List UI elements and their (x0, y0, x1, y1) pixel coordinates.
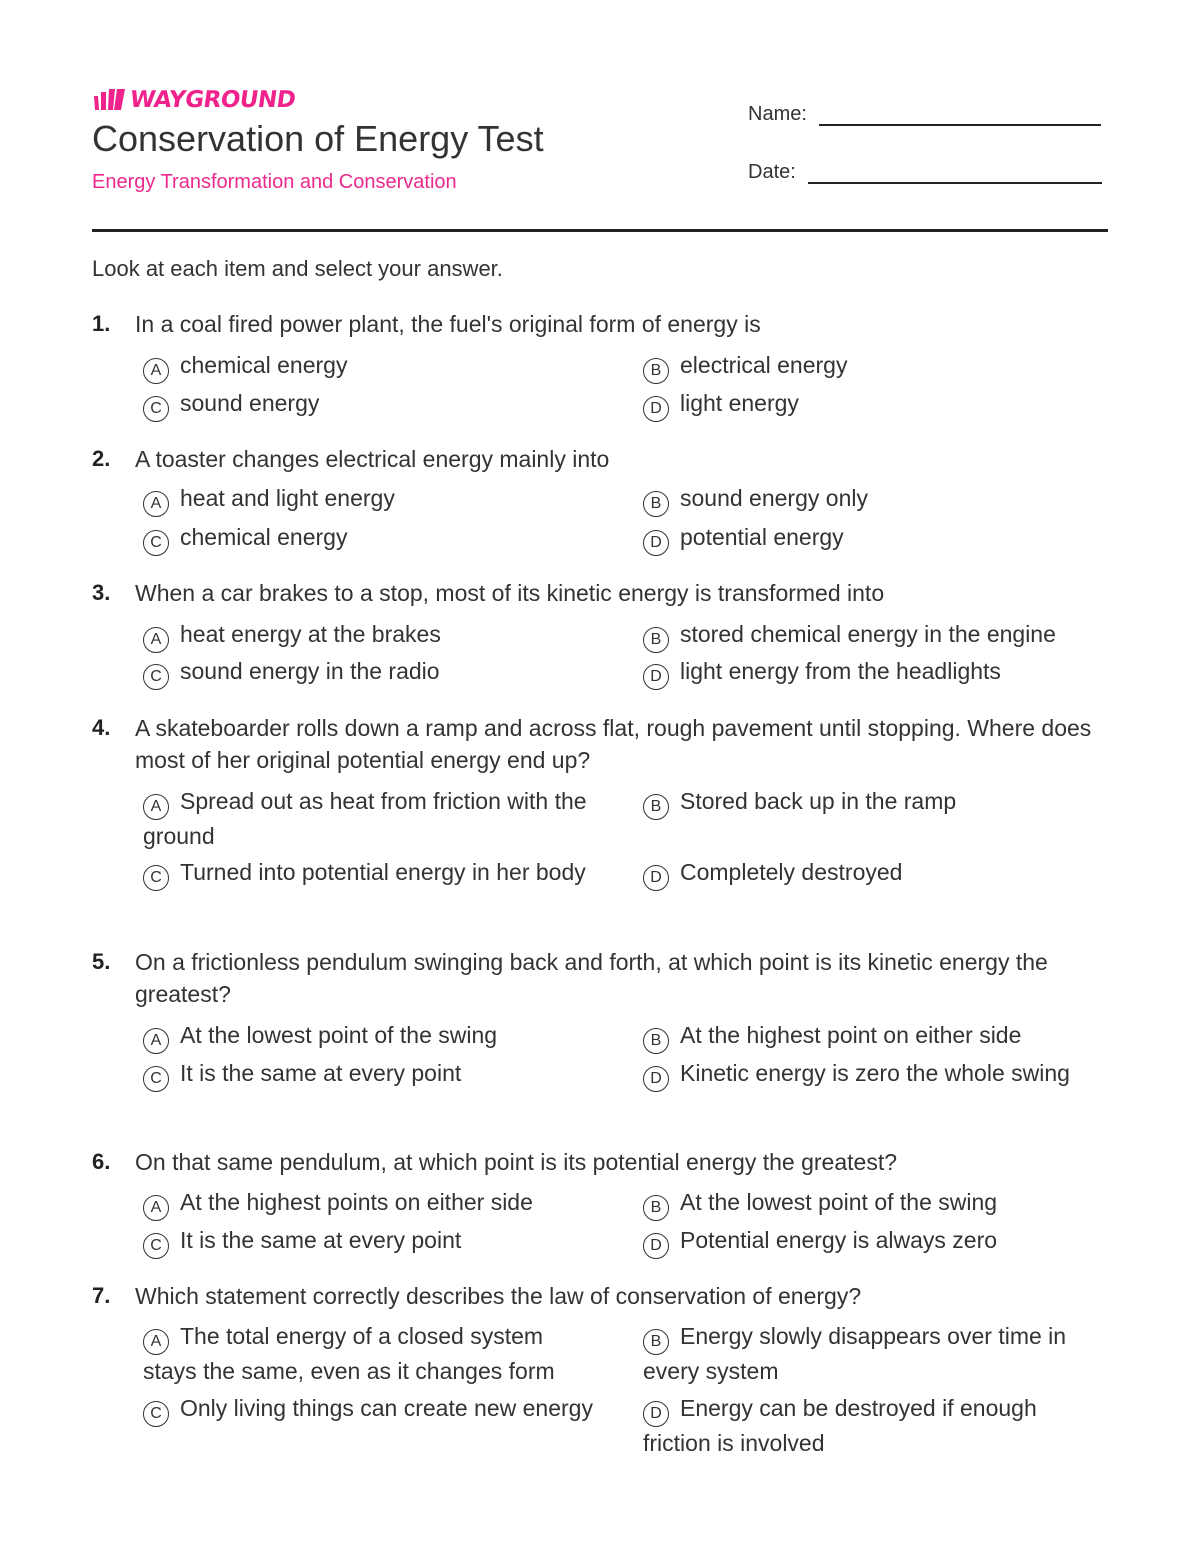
question-text: A toaster changes electrical energy mainly into (135, 446, 610, 472)
question-text: A skateboarder rolls down a ramp and across flat, rough pavement until stopping. Where does most of her original potential energy end up? (135, 715, 1092, 773)
question-6 (92, 1146, 1108, 1254)
option-text: stored chemical energy in the engine (680, 621, 1056, 647)
option-text: At the lowest point of the swing (680, 1189, 998, 1215)
option-text: Spread out as heat from friction with the ground (143, 788, 587, 849)
option-text: Turned into potential energy in her body (180, 859, 586, 885)
option-letter-badge: B (643, 1028, 669, 1054)
option-letter-badge: C (143, 1233, 169, 1259)
page-title: Conservation of Energy Test (92, 118, 544, 159)
question-number: 6. (92, 1149, 111, 1174)
option-a[interactable] (143, 482, 603, 517)
option-text: The total energy of a closed system stays the same, even as it changes form (143, 1323, 555, 1384)
question-text: Which statement correctly describes the law of conservation of energy? (135, 1283, 862, 1309)
option-text: It is the same at every point (180, 1227, 462, 1253)
option-letter-badge: A (143, 358, 169, 384)
option-letter-badge: D (643, 1233, 669, 1259)
option-text: At the highest point on either side (680, 1022, 1022, 1048)
question-text: When a car brakes to a stop, most of its kinetic energy is transformed into (135, 580, 885, 606)
wayground-logo-icon (92, 88, 126, 112)
question-3 (92, 577, 1108, 685)
option-text: sound energy in the radio (180, 658, 440, 684)
option-b[interactable] (643, 1320, 1103, 1388)
option-text: sound energy (180, 390, 320, 416)
option-text: Potential energy is always zero (680, 1227, 998, 1253)
option-text: At the lowest point of the swing (180, 1022, 498, 1048)
option-b[interactable] (643, 785, 1103, 820)
question-1 (92, 308, 1108, 417)
option-b[interactable] (643, 1019, 1103, 1054)
option-d[interactable] (643, 1057, 1103, 1092)
option-letter-badge: D (643, 865, 669, 891)
option-a[interactable] (143, 618, 603, 653)
option-letter-badge: A (143, 1028, 169, 1054)
option-c[interactable] (143, 1392, 603, 1427)
brand-name: WAYGROUND (128, 87, 298, 113)
option-text: sound energy only (680, 485, 868, 511)
option-a[interactable] (143, 349, 603, 384)
option-c[interactable] (143, 1057, 603, 1092)
option-text: chemical energy (180, 524, 348, 550)
option-text: Energy can be destroyed if enough friction is involved (643, 1395, 1037, 1456)
option-c[interactable] (143, 655, 603, 690)
instructions: Look at each item and select your answer. (92, 256, 503, 281)
option-letter-badge: B (643, 1195, 669, 1221)
option-letter-badge: A (143, 1329, 169, 1355)
option-text: Stored back up in the ramp (680, 788, 957, 814)
question-5 (92, 946, 1108, 1087)
option-letter-badge: D (643, 1066, 669, 1092)
brand-logo (92, 86, 298, 114)
question-text: On that same pendulum, at which point is its potential energy the greatest? (135, 1149, 897, 1175)
option-text: heat and light energy (180, 485, 395, 511)
question-number: 2. (92, 446, 111, 471)
option-letter-badge: D (643, 530, 669, 556)
option-d[interactable] (643, 1392, 1103, 1460)
option-letter-badge: D (643, 664, 669, 690)
option-text: Completely destroyed (680, 859, 903, 885)
option-text: At the highest points on either side (180, 1189, 533, 1215)
option-letter-badge: B (643, 794, 669, 820)
question-number: 3. (92, 580, 111, 605)
option-b[interactable] (643, 482, 1103, 517)
name-field (748, 103, 1101, 126)
option-c[interactable] (143, 1224, 603, 1259)
option-letter-badge: C (143, 1066, 169, 1092)
option-letter-badge: D (643, 396, 669, 422)
option-text: Only living things can create new energy (180, 1395, 593, 1421)
date-field (748, 161, 1102, 184)
option-letter-badge: B (643, 358, 669, 384)
option-text: It is the same at every point (180, 1060, 462, 1086)
date-input-line[interactable] (808, 181, 1102, 184)
option-b[interactable] (643, 349, 1103, 384)
option-c[interactable] (143, 856, 603, 891)
option-letter-badge: C (143, 664, 169, 690)
question-7 (92, 1280, 1108, 1456)
question-number: 1. (92, 311, 111, 336)
header-divider (92, 229, 1108, 232)
option-d[interactable] (643, 387, 1103, 422)
name-input-line[interactable] (819, 123, 1101, 126)
option-letter-badge: D (643, 1401, 669, 1427)
option-text: heat energy at the brakes (180, 621, 441, 647)
question-4 (92, 712, 1108, 886)
option-text: Energy slowly disappears over time in every system (643, 1323, 1067, 1384)
page-subtitle: Energy Transformation and Conservation (92, 171, 457, 193)
option-letter-badge: A (143, 627, 169, 653)
option-d[interactable] (643, 655, 1103, 690)
question-number: 7. (92, 1283, 111, 1308)
date-label: Date: (748, 161, 796, 183)
question-text: In a coal fired power plant, the fuel's original form of energy is (135, 311, 761, 337)
option-letter-badge: A (143, 794, 169, 820)
option-text: chemical energy (180, 352, 348, 378)
option-letter-badge: C (143, 1401, 169, 1427)
option-a[interactable] (143, 1019, 603, 1054)
question-number: 4. (92, 715, 111, 740)
option-d[interactable] (643, 1224, 1103, 1259)
option-b[interactable] (643, 1186, 1103, 1221)
option-c[interactable] (143, 387, 603, 422)
option-text: light energy from the headlights (680, 658, 1001, 684)
option-d[interactable] (643, 521, 1103, 556)
option-a[interactable] (143, 1186, 603, 1221)
option-letter-badge: B (643, 1329, 669, 1355)
option-letter-badge: B (643, 627, 669, 653)
option-letter-badge: C (143, 865, 169, 891)
option-text: light energy (680, 390, 799, 416)
option-text: electrical energy (680, 352, 848, 378)
option-letter-badge: C (143, 396, 169, 422)
option-letter-badge: A (143, 491, 169, 517)
option-letter-badge: B (643, 491, 669, 517)
option-text: Kinetic energy is zero the whole swing (680, 1060, 1070, 1086)
question-text: On a frictionless pendulum swinging back and forth, at which point is its kinetic energy the greatest? (135, 949, 1048, 1007)
option-a[interactable] (143, 785, 603, 853)
option-c[interactable] (143, 521, 603, 556)
name-label: Name: (748, 103, 807, 125)
question-2 (92, 443, 1108, 551)
option-a[interactable] (143, 1320, 603, 1388)
option-letter-badge: A (143, 1195, 169, 1221)
option-d[interactable] (643, 856, 1103, 891)
question-number: 5. (92, 949, 111, 974)
option-letter-badge: C (143, 530, 169, 556)
option-b[interactable] (643, 618, 1103, 653)
option-text: potential energy (680, 524, 844, 550)
